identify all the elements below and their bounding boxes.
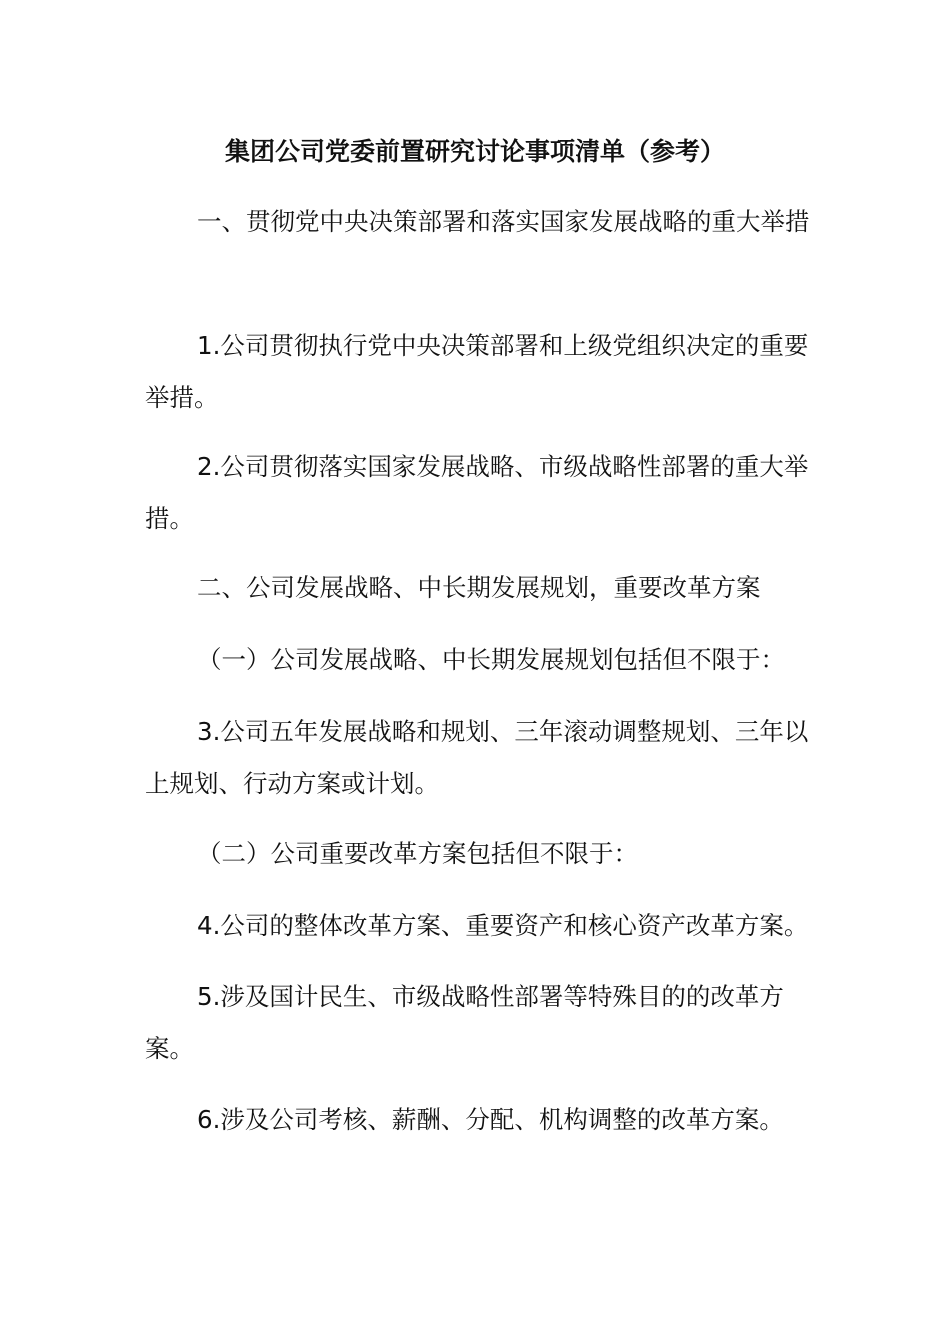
- item-3: 3.公司五年发展战略和规划、三年滚动调整规划、三年以上规划、行动方案或计划。: [145, 717, 809, 798]
- subsection-heading-2: （二）公司重要改革方案包括但不限于：: [197, 839, 638, 868]
- section-heading-2: 二、公司发展战略、中长期发展规划，重要改革方案: [197, 573, 761, 602]
- item-6: 6.涉及公司考核、薪酬、分配、机构调整的改革方案。: [197, 1105, 784, 1134]
- section-heading-1: 一、贯彻党中央决策部署和落实国家发展战略的重大举措: [197, 207, 810, 236]
- subsection-heading-1: （一）公司发展战略、中长期发展规划包括但不限于：: [197, 645, 785, 674]
- item-1: 1.公司贯彻执行党中央决策部署和上级党组织决定的重要举措。: [145, 331, 809, 412]
- document-title: 集团公司党委前置研究讨论事项清单（参考）: [224, 137, 725, 166]
- item-5: 5.涉及国计民生、市级战略性部署等特殊目的的改革方案。: [145, 982, 784, 1063]
- item-2: 2.公司贯彻落实国家发展战略、市级战略性部署的重大举措。: [145, 452, 809, 533]
- item-4: 4.公司的整体改革方案、重要资产和核心资产改革方案。: [197, 911, 809, 940]
